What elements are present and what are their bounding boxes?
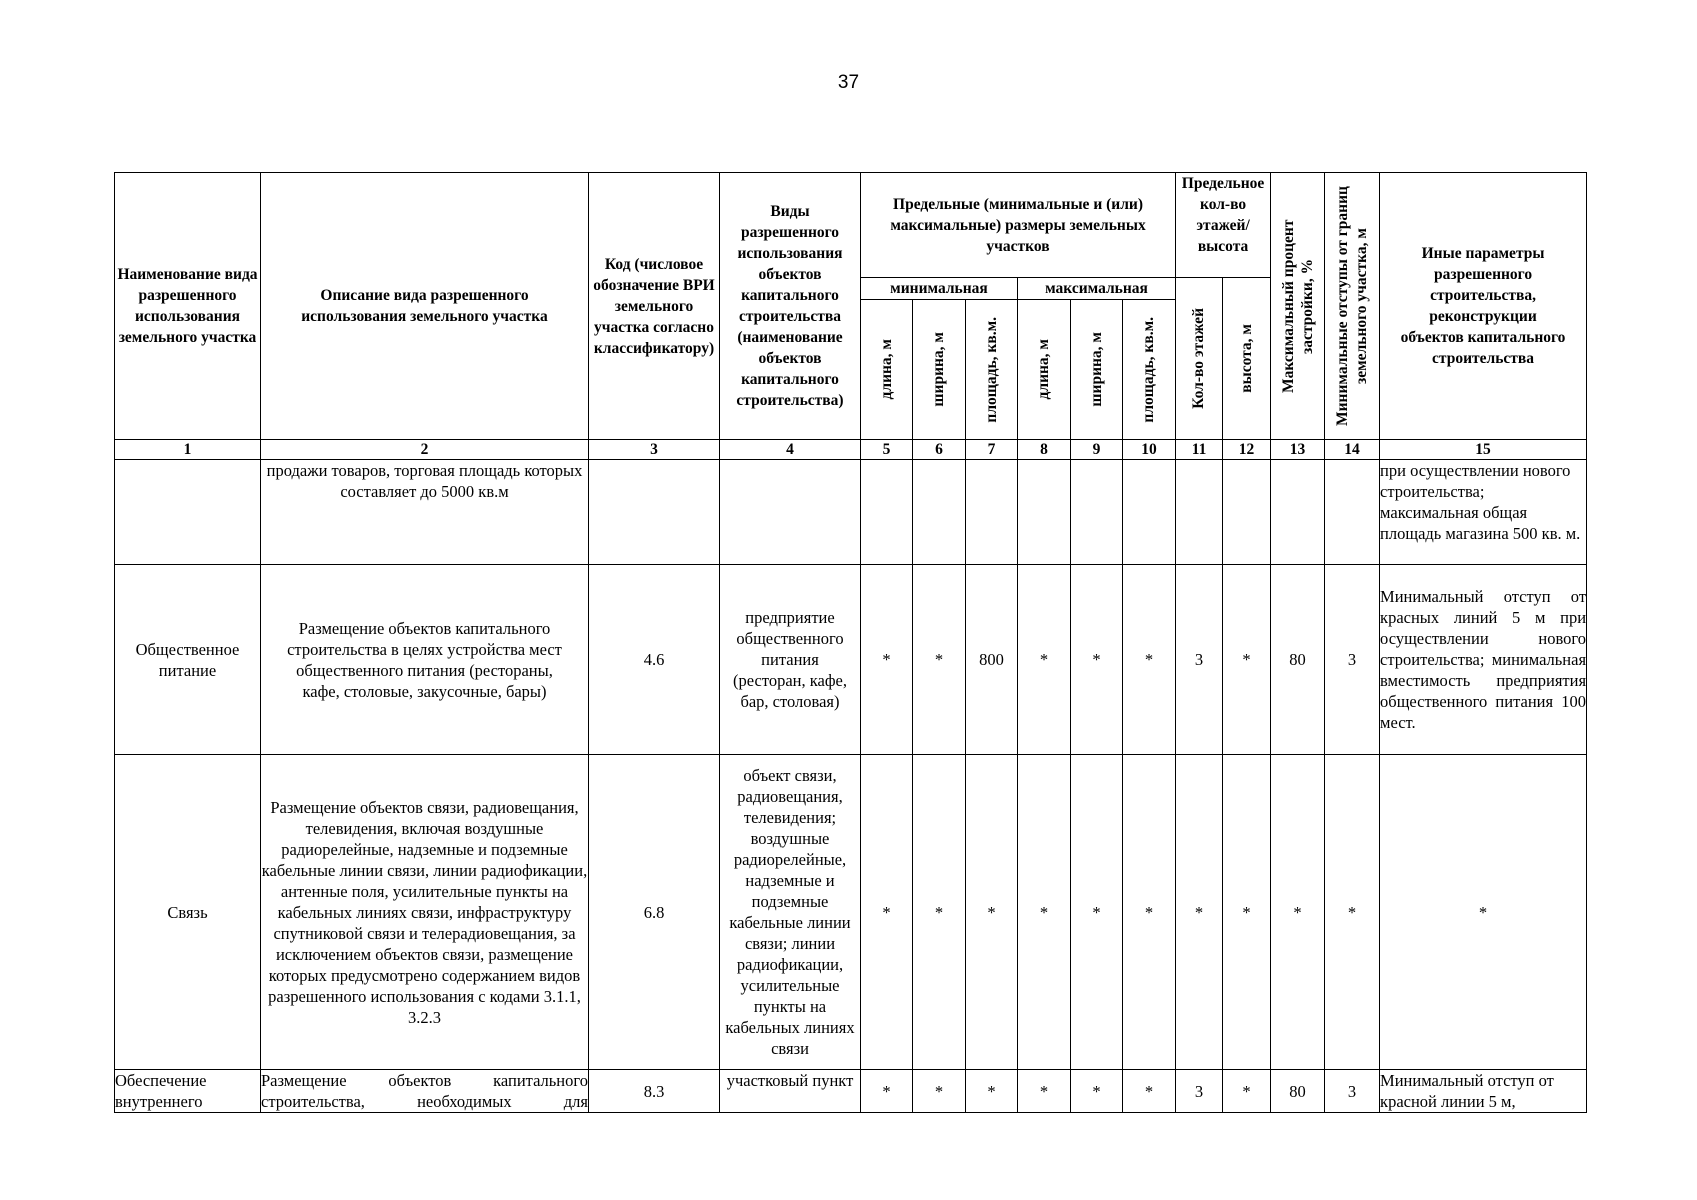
cell-min-setback: 3: [1325, 1070, 1380, 1113]
column-number: 14: [1325, 440, 1380, 460]
table-row: [115, 565, 1587, 755]
header-max-width: ширина, м: [1071, 300, 1123, 440]
cell-max-length: *: [1018, 565, 1071, 755]
cell-max-percent: *: [1271, 755, 1325, 1070]
header-min-width: ширина, м: [913, 300, 966, 440]
cell-min-setback: *: [1325, 755, 1380, 1070]
land-use-table: [114, 172, 1587, 1113]
cell-name: Общественное питание: [115, 565, 261, 755]
header-limits-group: Предельные (минимальные и (или) максимальные) размеры земельных участков: [861, 173, 1176, 278]
cell-min-width: *: [913, 565, 966, 755]
cell-name: Обеспечение внутреннего: [115, 1070, 261, 1113]
column-number: 9: [1071, 440, 1123, 460]
cell-max-area: *: [1123, 755, 1176, 1070]
header-code: Код (числовое обозначение ВРИ земельного участка согласно классификатору): [589, 173, 720, 440]
cell-max-area: *: [1123, 565, 1176, 755]
cell-floors: 3: [1176, 565, 1223, 755]
cell-kinds: участковый пункт: [720, 1070, 861, 1113]
header-max-area: площадь, кв.м.: [1123, 300, 1176, 440]
cell-min-area: *: [966, 755, 1018, 1070]
cell-description: Размещение объектов связи, радиовещания, телевидения, включая воздушные радиорелейные, надземные и подземные кабельные линии связи, линии радиофикации, антенные поля, усилительные пункты на кабельных линиях связи, инфраструктуру спутниковой связи и телерадиовещания, за исключением объектов связи, размещение которых предусмотрено содержанием видов разрешенного использования с кодами 3.1.1, 3.2.3: [261, 755, 589, 1070]
header-max-percent: Максимальный процент застройки, %: [1271, 173, 1325, 440]
column-number: 6: [913, 440, 966, 460]
column-number: 4: [720, 440, 861, 460]
header-min-length: длина, м: [861, 300, 913, 440]
header-min-group: минимальная: [861, 278, 1018, 300]
cell-max-length: [1018, 460, 1071, 565]
cell-max-percent: [1271, 460, 1325, 565]
cell-min-setback: [1325, 460, 1380, 565]
column-number: 10: [1123, 440, 1176, 460]
cell-description: продажи товаров, торговая площадь которых составляет до 5000 кв.м: [261, 460, 589, 565]
header-kinds: Виды разрешенного использования объектов капитального строительства (наименование объектов капитального строительства): [720, 173, 861, 440]
cell-other: при осуществлении нового строительства; максимальная общая площадь магазина 500 кв. м.: [1380, 460, 1587, 565]
cell-kinds: предприятие общественного питания (ресторан, кафе, бар, столовая): [720, 565, 861, 755]
cell-height: *: [1223, 755, 1271, 1070]
cell-code: [589, 460, 720, 565]
header-min-setback: Минимальные отступы от границ земельного участка, м: [1325, 173, 1380, 440]
column-number: 11: [1176, 440, 1223, 460]
header-other-params: Иные параметры разрешенного строительства, реконструкции объектов капитального строительства: [1380, 173, 1587, 440]
cell-min-length: [861, 460, 913, 565]
cell-height: *: [1223, 1070, 1271, 1113]
cell-floors: *: [1176, 755, 1223, 1070]
header-name: Наименование вида разрешенного использования земельного участка: [115, 173, 261, 440]
cell-max-width: *: [1071, 755, 1123, 1070]
cell-min-length: *: [861, 565, 913, 755]
table-row: [115, 755, 1587, 1070]
column-number: 15: [1380, 440, 1587, 460]
column-number: 7: [966, 440, 1018, 460]
cell-description: Размещение объектов капитального строительства в целях устройства мест общественного питания (рестораны, кафе, столовые, закусочные, бары): [261, 565, 589, 755]
column-number: 12: [1223, 440, 1271, 460]
cell-name: Связь: [115, 755, 261, 1070]
cell-floors: 3: [1176, 1070, 1223, 1113]
cell-height: *: [1223, 565, 1271, 755]
header-floors: Кол-во этажей: [1176, 278, 1223, 440]
table-row: [115, 1070, 1587, 1113]
cell-max-length: *: [1018, 755, 1071, 1070]
cell-max-width: [1071, 460, 1123, 565]
column-number: 13: [1271, 440, 1325, 460]
cell-other: Минимальный отступ от красной линии 5 м,: [1380, 1070, 1587, 1113]
cell-description: Размещение объектов капитального строительства, необходимых для: [261, 1071, 588, 1111]
header-description: Описание вида разрешенного использования земельного участка: [261, 173, 589, 440]
page-number: 37: [837, 72, 860, 93]
cell-max-length: *: [1018, 1070, 1071, 1113]
cell-kinds: [720, 460, 861, 565]
cell-floors: [1176, 460, 1223, 565]
column-number: 8: [1018, 440, 1071, 460]
cell-min-width: *: [913, 755, 966, 1070]
header-floors-group: Предельное кол-во этажей/ высота: [1176, 173, 1271, 278]
cell-max-area: [1123, 460, 1176, 565]
column-numbers-row: [115, 440, 1587, 460]
cell-min-width: [913, 460, 966, 565]
cell-max-percent: 80: [1271, 565, 1325, 755]
cell-min-length: *: [861, 1070, 913, 1113]
cell-code: 8.3: [589, 1070, 720, 1113]
cell-min-area: 800: [966, 565, 1018, 755]
header-max-group: максимальная: [1018, 278, 1176, 300]
cell-min-length: *: [861, 755, 913, 1070]
cell-min-area: [966, 460, 1018, 565]
cell-max-width: *: [1071, 1070, 1123, 1113]
cell-other: *: [1380, 755, 1587, 1070]
table-row: [115, 460, 1587, 565]
cell-max-width: *: [1071, 565, 1123, 755]
header-min-area: площадь, кв.м.: [966, 300, 1018, 440]
cell-kinds: объект связи, радиовещания, телевидения; воздушные радиорелейные, надземные и подземные кабельные линии связи; линии радиофикации, усилительные пункты на кабельных линиях связи: [720, 755, 861, 1070]
header-max-length: длина, м: [1018, 300, 1071, 440]
cell-code: 4.6: [589, 565, 720, 755]
column-number: 1: [115, 440, 261, 460]
cell-min-area: *: [966, 1070, 1018, 1113]
cell-other: Минимальный отступ от красных линий 5 м при осуществлении нового строительства; минимальная вместимость предприятия общественного питания 100 мест.: [1380, 565, 1587, 755]
column-number: 2: [261, 440, 589, 460]
cell-height: [1223, 460, 1271, 565]
header-height: высота, м: [1223, 278, 1271, 440]
column-number: 3: [589, 440, 720, 460]
cell-max-percent: 80: [1271, 1070, 1325, 1113]
cell-min-setback: 3: [1325, 565, 1380, 755]
column-number: 5: [861, 440, 913, 460]
cell-min-width: *: [913, 1070, 966, 1113]
cell-code: 6.8: [589, 755, 720, 1070]
cell-name: [115, 460, 261, 565]
cell-max-area: *: [1123, 1070, 1176, 1113]
